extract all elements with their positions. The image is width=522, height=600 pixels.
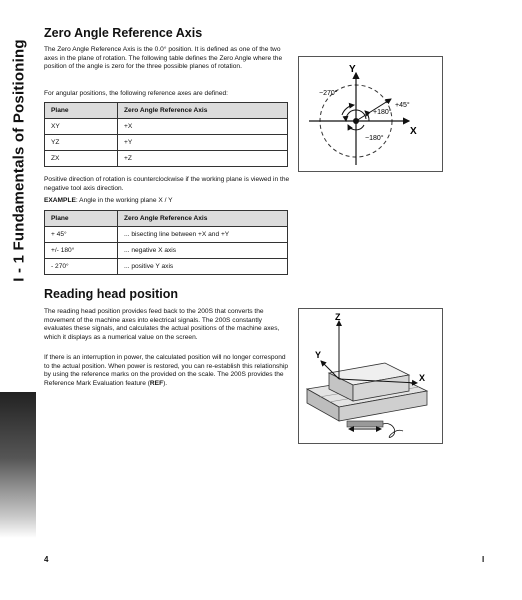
label-plus-180: +180° xyxy=(373,109,392,116)
table-row xyxy=(45,259,288,275)
x-axis-label: X xyxy=(419,373,426,383)
reading-head-intro: The reading head position provides feed back to the 200S that converts the movement of the machine axes into electrical signals. The 200S constantly evaluates these signals, and calculates the actual positions of the machine axes, which it displays as a numerical value on the screen. xyxy=(44,308,280,341)
label-minus-270: −270° xyxy=(319,90,338,97)
table-cell: ... negative X axis xyxy=(118,243,288,259)
table-cell: ... positive Y axis xyxy=(118,259,288,275)
reading-head xyxy=(347,421,383,427)
table-row xyxy=(45,151,288,167)
power-interruption-note: If there is an interruption in power, the calculated position will no longer correspond to the actual position. When power is restored, you can re-establish this relationship by using the reference marks on the provided on the scale. The 200S provides the Reference Mark Evaluation feature (REF). xyxy=(44,354,289,387)
table-cell: - 270° xyxy=(45,259,118,275)
table-header-cell: Zero Angle Reference Axis xyxy=(118,103,288,119)
reading-head-figure xyxy=(298,308,443,444)
table-row xyxy=(45,243,288,259)
rotation-direction-note: Positive direction of rotation is counterclockwise if the working plane is viewed in the negative tool axis direction. xyxy=(44,176,290,192)
table-header-row xyxy=(45,211,288,227)
angle-reference-figure xyxy=(298,56,443,172)
y-axis-label: Y xyxy=(349,64,356,75)
label-minus-180: −180° xyxy=(365,135,384,142)
y-axis-label: Y xyxy=(315,350,322,360)
side-gradient-bar xyxy=(0,392,36,538)
signal-cable xyxy=(383,424,403,438)
table-header-cell: Plane xyxy=(45,103,118,119)
section-mark: I xyxy=(482,555,485,564)
table-cell: ... bisecting line between +X and +Y xyxy=(118,227,288,243)
table-row xyxy=(45,135,288,151)
z-axis-label: Z xyxy=(335,312,341,322)
x-axis-label: X xyxy=(410,126,417,137)
ref-feature-label: REF xyxy=(149,379,164,387)
table-cell: ZX xyxy=(45,151,118,167)
section-heading-reading-head: Reading head position xyxy=(44,287,179,301)
table-header-cell: Plane xyxy=(45,211,118,227)
table-cell: YZ xyxy=(45,135,118,151)
machine-table-diagram xyxy=(299,309,442,443)
table-cell: XY xyxy=(45,119,118,135)
table-cell: +X xyxy=(118,119,288,135)
example-text: : Angle in the working plane X / Y xyxy=(75,197,173,204)
label-plus-45: +45° xyxy=(395,102,410,109)
example-angle-table xyxy=(44,210,288,275)
table-row xyxy=(45,227,288,243)
table-header-cell: Zero Angle Reference Axis xyxy=(118,211,288,227)
table-header-row xyxy=(45,103,288,119)
table-cell: +Z xyxy=(118,151,288,167)
example-line xyxy=(44,197,291,206)
reference-axis-table xyxy=(44,102,288,167)
zero-angle-intro: The Zero Angle Reference Axis is the 0.0° position. It is defined as one of the two axes in the plane of rotation. The following table defines the Zero Angle where the position of the angle is zero for the three possible planes of rotation. xyxy=(44,46,283,71)
angle-diagram xyxy=(299,57,442,171)
section-heading-zero-angle: Zero Angle Reference Axis xyxy=(44,26,203,40)
reference-axes-intro: For angular positions, the following reference axes are defined: xyxy=(44,90,229,97)
side-chapter-title: I - 1 Fundamentals of Positioning xyxy=(10,38,28,282)
example-label: EXAMPLE xyxy=(44,197,76,204)
page-number: 4 xyxy=(44,555,49,564)
origin-point xyxy=(353,118,359,124)
table-row xyxy=(45,119,288,135)
table-cell: +/- 180° xyxy=(45,243,118,259)
table-cell: +Y xyxy=(118,135,288,151)
table-cell: + 45° xyxy=(45,227,118,243)
